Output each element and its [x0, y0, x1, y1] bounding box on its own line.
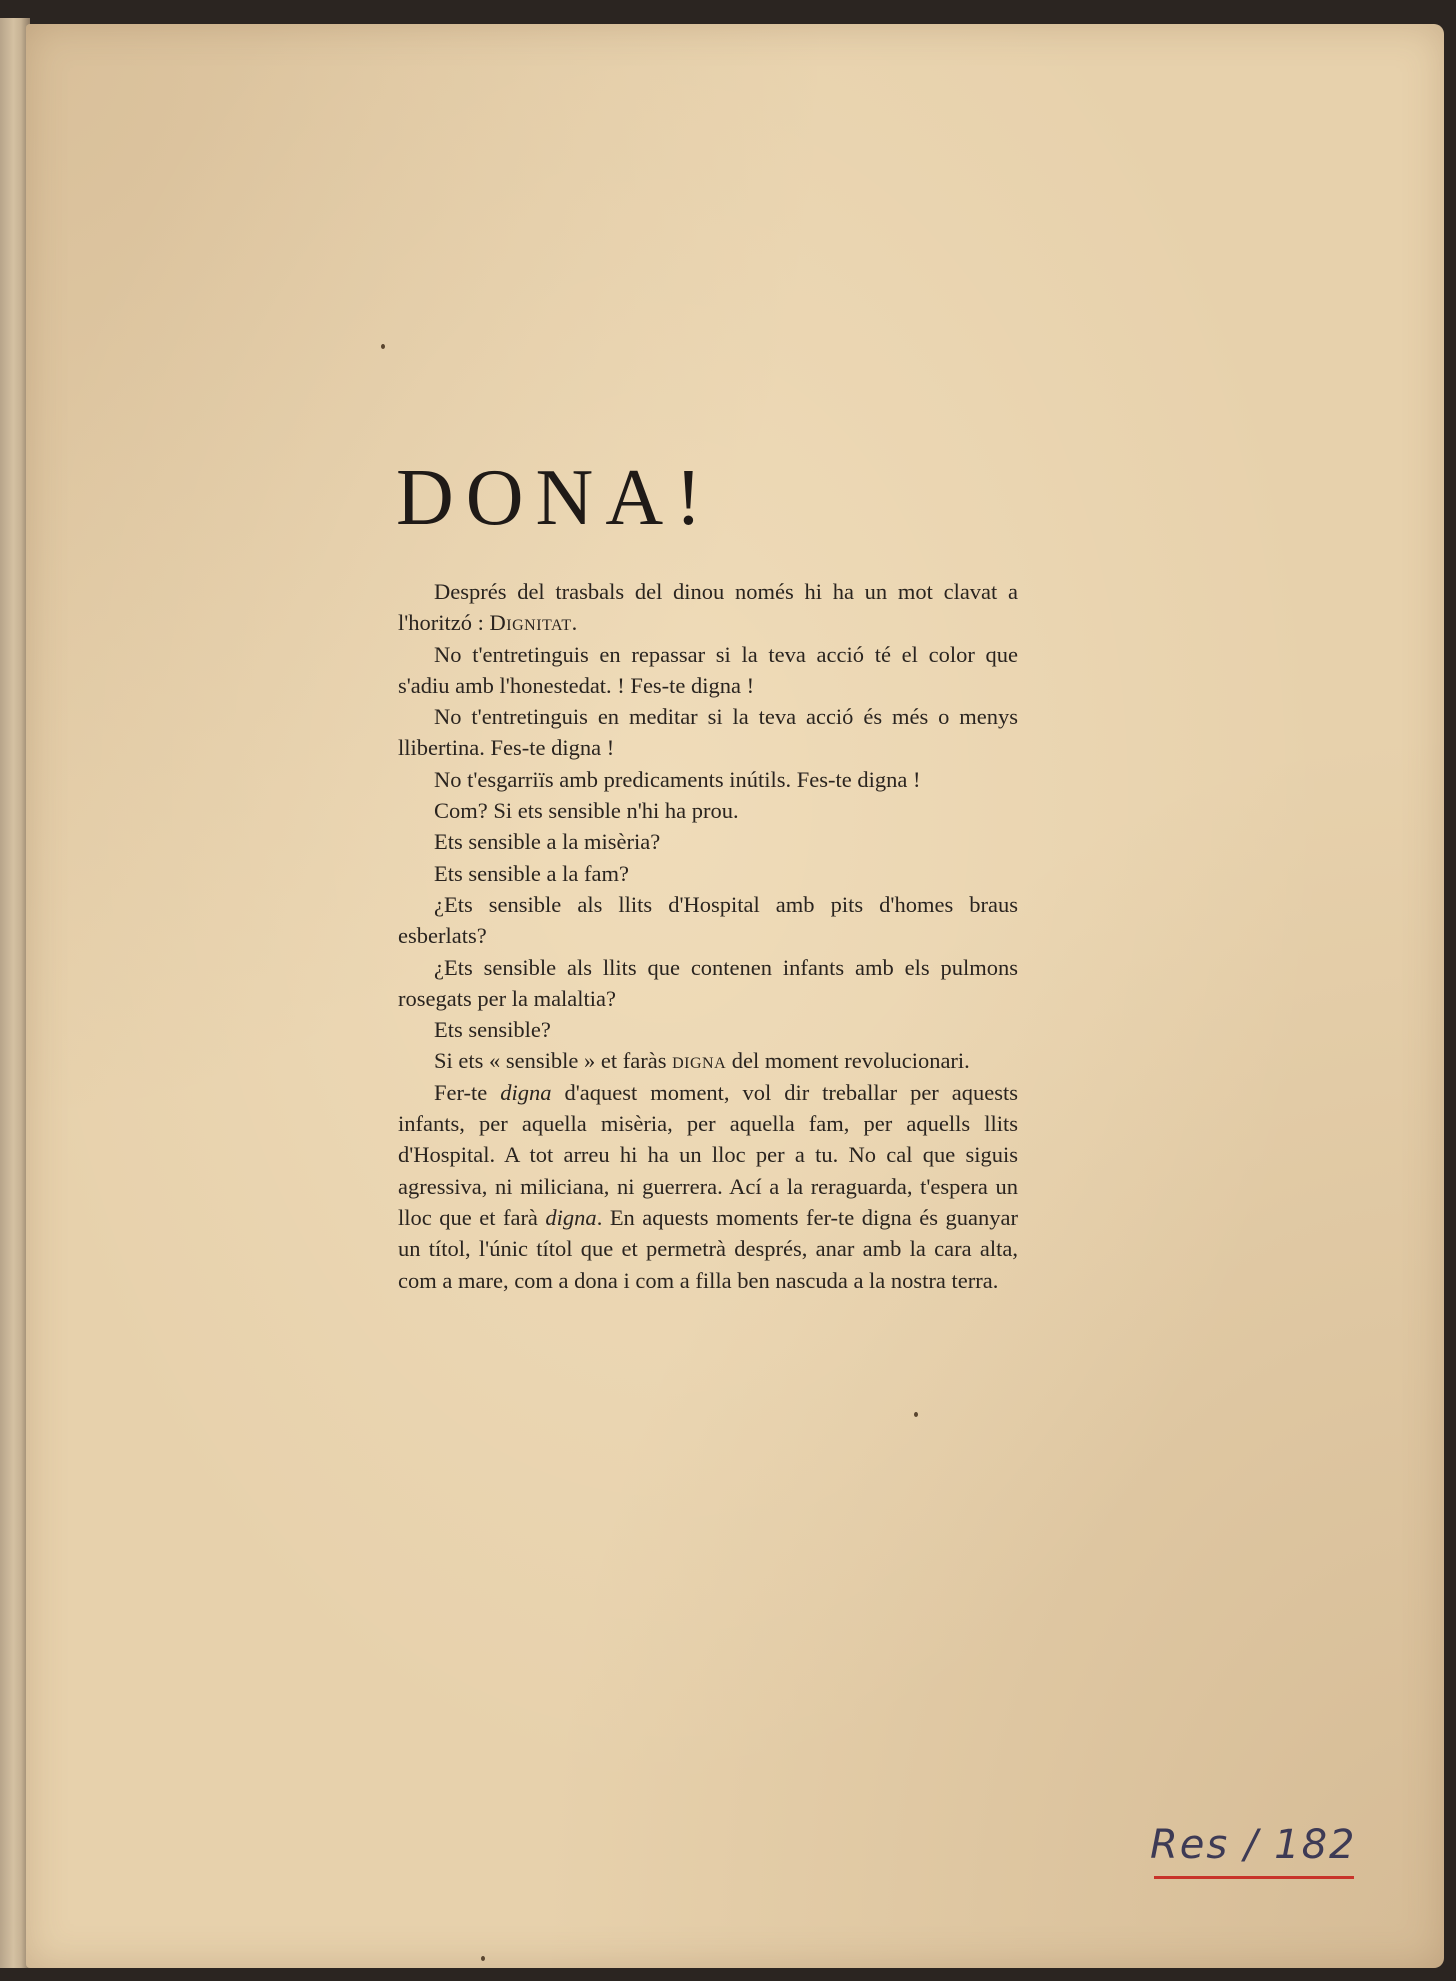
paragraph — [398, 1014, 1018, 1045]
text-run: No t'entretinguis en repassar si la teva acció té el color que s'adiu amb l'honestedat. ! Fes-te digna ! — [398, 641, 1018, 698]
text-run: digna — [500, 1079, 552, 1105]
shelfmark — [1150, 1822, 1360, 1882]
shelfmark-underline — [1154, 1876, 1354, 1879]
paragraph — [398, 701, 1018, 764]
text-run: No t'entretinguis en meditar si la teva acció és més o menys llibertina. Fes-te digna ! — [398, 704, 1018, 761]
paragraph — [398, 889, 1018, 952]
text-run: Ets sensible? — [434, 1017, 551, 1043]
paragraph — [398, 795, 1018, 826]
article — [396, 454, 1018, 1296]
paragraph — [398, 764, 1018, 795]
paragraph — [398, 826, 1018, 857]
article-body — [398, 576, 1018, 1296]
text-run: Si ets « sensible » et faràs — [434, 1048, 673, 1074]
text-run: Dignitat. — [489, 610, 578, 636]
paper-speck — [481, 1956, 485, 1961]
text-run: digna — [545, 1204, 597, 1230]
text-run: digna — [672, 1048, 727, 1074]
text-run: Ets sensible a la misèria? — [434, 829, 661, 855]
text-run: . En aquests moments fer-te digna és guanyar un títol, l'únic títol que et permetrà després, anar amb la cara alta, com a mare, com a dona i com a filla ben nascuda a la nostra terra. — [398, 1204, 1018, 1293]
paragraph — [398, 639, 1018, 702]
text-run: del moment revolucionari. — [726, 1048, 970, 1074]
paragraph — [398, 952, 1018, 1015]
paper-speck — [381, 344, 385, 349]
text-run: ¿Ets sensible als llits que contenen infants amb els pulmons rosegats per la malaltia? — [398, 954, 1018, 1011]
text-run: Fer-te — [434, 1079, 501, 1105]
paragraph — [398, 1045, 1018, 1076]
text-run: No t'esgarriïs amb predicaments inútils. Fes-te digna ! — [434, 766, 921, 792]
article-title: DONA! — [396, 454, 714, 542]
shelfmark-text: Res / 182 — [1150, 1822, 1357, 1868]
paragraph — [398, 1077, 1018, 1296]
paper-speck — [914, 1412, 918, 1417]
text-run: ¿Ets sensible als llits d'Hospital amb pits d'homes braus esberlats? — [398, 891, 1018, 949]
text-run: Com? Si ets sensible n'hi ha prou. — [434, 798, 739, 824]
paragraph — [398, 576, 1018, 639]
paragraph — [398, 858, 1018, 889]
text-run: Ets sensible a la fam? — [434, 860, 629, 886]
text-run: Després del trasbals del dinou només hi ha un mot clavat a l'horitzó : — [398, 579, 1018, 636]
text-run: d'aquest moment, vol dir treballar per aquests infants, per aquella misèria, per aquella fam, per aquells llits d'Hospital. A tot arreu hi ha un lloc per a tu. No cal que siguis agressiva, ni miliciana, ni guerrera. Ací a la reraguarda, t'espera un lloc que et farà — [398, 1079, 1018, 1230]
